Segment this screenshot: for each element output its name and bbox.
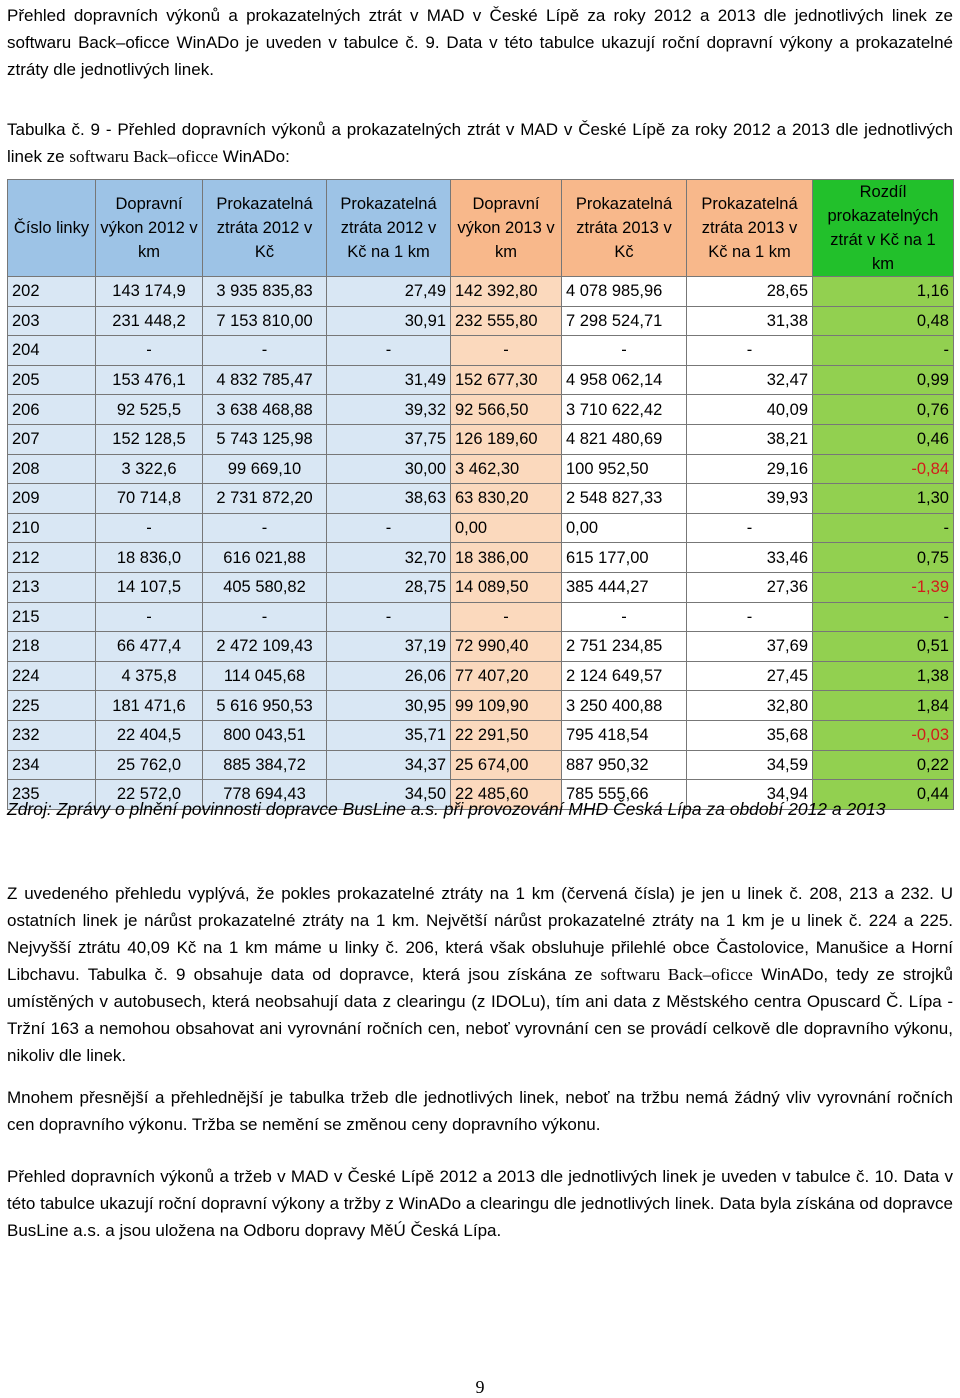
cell-km-2013: 0,00 <box>451 513 562 543</box>
cell-loss-per-km-2012: 26,06 <box>327 661 451 691</box>
cell-loss-per-km-2012: 30,00 <box>327 454 451 484</box>
cell-loss-per-km-2012: 30,91 <box>327 306 451 336</box>
cell-difference: - <box>813 513 954 543</box>
cell-difference: 1,38 <box>813 661 954 691</box>
cell-loss-per-km-2012: 27,49 <box>327 277 451 307</box>
table-row <box>8 484 954 514</box>
cell-km-2013: 92 566,50 <box>451 395 562 425</box>
cell-loss-per-km-2012: - <box>327 602 451 632</box>
table-row <box>8 543 954 573</box>
cell-km-2012: 152 128,5 <box>96 424 203 454</box>
cell-loss-2013: 100 952,50 <box>562 454 687 484</box>
cell-loss-2013: - <box>562 602 687 632</box>
cell-loss-2012: 3 638 468,88 <box>203 395 327 425</box>
cell-km-2013: 232 555,80 <box>451 306 562 336</box>
table-row <box>8 572 954 602</box>
cell-loss-2013: 3 710 622,42 <box>562 395 687 425</box>
cell-loss-per-km-2013: 37,69 <box>687 632 813 662</box>
cell-line: 234 <box>8 750 96 780</box>
cell-loss-2013: 385 444,27 <box>562 572 687 602</box>
cell-loss-2012: 616 021,88 <box>203 543 327 573</box>
cell-difference: - <box>813 336 954 366</box>
table-row <box>8 336 954 366</box>
cell-loss-per-km-2013: 38,21 <box>687 424 813 454</box>
cell-km-2012: 231 448,2 <box>96 306 203 336</box>
cell-km-2012: 3 322,6 <box>96 454 203 484</box>
cell-km-2013: 152 677,30 <box>451 365 562 395</box>
cell-loss-per-km-2012: 31,49 <box>327 365 451 395</box>
cell-loss-2013: - <box>562 336 687 366</box>
table-row <box>8 454 954 484</box>
cell-loss-per-km-2013: - <box>687 513 813 543</box>
cell-loss-2013: 2 548 827,33 <box>562 484 687 514</box>
cell-loss-per-km-2013: 27,45 <box>687 661 813 691</box>
cell-km-2012: 143 174,9 <box>96 277 203 307</box>
caption-text: Tabulka č. 9 - Přehled dopravních výkonů a prokazatelných ztrát v MAD v České Lípě za roky 2012 a 2013 dle jednotlivých linek ze <box>7 120 953 166</box>
table-caption <box>7 116 953 170</box>
cell-loss-per-km-2013: 32,47 <box>687 365 813 395</box>
cell-loss-2012: 99 669,10 <box>203 454 327 484</box>
cell-loss-per-km-2013: 29,16 <box>687 454 813 484</box>
cell-difference: -1,39 <box>813 572 954 602</box>
cell-line: 215 <box>8 602 96 632</box>
cell-loss-per-km-2013: 34,94 <box>687 780 813 810</box>
cell-km-2013: 22 291,50 <box>451 720 562 750</box>
cell-difference: 0,51 <box>813 632 954 662</box>
cell-loss-per-km-2012: 37,75 <box>327 424 451 454</box>
cell-loss-per-km-2013: 40,09 <box>687 395 813 425</box>
cell-km-2013: 126 189,60 <box>451 424 562 454</box>
cell-km-2013: 14 089,50 <box>451 572 562 602</box>
cell-difference: 0,22 <box>813 750 954 780</box>
cell-loss-per-km-2013: 27,36 <box>687 572 813 602</box>
caption-software: softwaru Back–oficce <box>69 147 219 166</box>
cell-line: 204 <box>8 336 96 366</box>
cell-difference: 1,30 <box>813 484 954 514</box>
cell-line: 202 <box>8 277 96 307</box>
cell-km-2012: - <box>96 602 203 632</box>
table-row <box>8 602 954 632</box>
header-loss-per-km-2012: Prokazatelná ztráta 2012 v Kč na 1 km <box>327 180 451 277</box>
cell-difference: 0,99 <box>813 365 954 395</box>
cell-difference: 0,76 <box>813 395 954 425</box>
cell-km-2012: 18 836,0 <box>96 543 203 573</box>
table-header-row <box>8 180 954 277</box>
cell-loss-2013: 2 751 234,85 <box>562 632 687 662</box>
cell-km-2013: 72 990,40 <box>451 632 562 662</box>
table-row <box>8 306 954 336</box>
cell-loss-2012: 405 580,82 <box>203 572 327 602</box>
cell-loss-per-km-2012: 37,19 <box>327 632 451 662</box>
page-number: 9 <box>475 1377 485 1397</box>
cell-line: 218 <box>8 632 96 662</box>
cell-km-2013: 77 407,20 <box>451 661 562 691</box>
cell-loss-2013: 0,00 <box>562 513 687 543</box>
table-row <box>8 365 954 395</box>
cell-loss-2012: 800 043,51 <box>203 720 327 750</box>
cell-difference: 0,46 <box>813 424 954 454</box>
cell-loss-2012: - <box>203 336 327 366</box>
analysis-software: softwaru Back–oficce <box>600 965 753 984</box>
cell-loss-2013: 4 821 480,69 <box>562 424 687 454</box>
cell-km-2012: 66 477,4 <box>96 632 203 662</box>
cell-km-2012: 25 762,0 <box>96 750 203 780</box>
cell-loss-per-km-2013: - <box>687 336 813 366</box>
cell-km-2013: 63 830,20 <box>451 484 562 514</box>
table-body <box>8 277 954 810</box>
caption-text-end: WinADo: <box>218 147 290 166</box>
cell-line: 213 <box>8 572 96 602</box>
cell-line: 206 <box>8 395 96 425</box>
cell-km-2013: 142 392,80 <box>451 277 562 307</box>
analysis-text: Z uvedeného přehledu vyplývá, že pokles prokazatelné ztráty na 1 km (červená čísla) je jen u linek č. 208, 213 a 232. U ostatních linek je nárůst prokazatelné ztráty na 1 km. Největší nárůst prokazatelné ztráty na 1 km je u linek č. 224 a 225. Nejvyšší ztrátu 40,09 Kč na 1 km máme u linky č. 206, která však obsluhuje přilehlé obce Častolovice, Manušice a Horní Libchavu. Tabulka č. 9 obsahuje data od dopravce, která jsou získána ze <box>7 884 953 984</box>
cell-km-2012: 22 404,5 <box>96 720 203 750</box>
cell-loss-2013: 887 950,32 <box>562 750 687 780</box>
header-line-number: Číslo linky <box>8 180 96 277</box>
cell-loss-per-km-2013: 28,65 <box>687 277 813 307</box>
table-row <box>8 750 954 780</box>
cell-loss-per-km-2012: 28,75 <box>327 572 451 602</box>
cell-loss-2012: 885 384,72 <box>203 750 327 780</box>
cell-difference: 1,84 <box>813 691 954 721</box>
cell-loss-per-km-2012: - <box>327 336 451 366</box>
cell-line: 209 <box>8 484 96 514</box>
intro-paragraph: Přehled dopravních výkonů a prokazatelných ztrát v MAD v České Lípě za roky 2012 a 2013 dle jednotlivých linek ze softwaru Back–oficce WinADo je uveden v tabulce č. 9. Data v této tabulce ukazují roční dopravní výkony a prokazatelné ztráty dle jednotlivých linek. <box>7 6 953 79</box>
cell-loss-per-km-2013: 35,68 <box>687 720 813 750</box>
cell-loss-per-km-2012: 30,95 <box>327 691 451 721</box>
cell-km-2012: - <box>96 336 203 366</box>
cell-line: 235 <box>8 780 96 810</box>
table-row <box>8 277 954 307</box>
cell-loss-2013: 2 124 649,57 <box>562 661 687 691</box>
header-km-2013: Dopravní výkon 2013 v km <box>451 180 562 277</box>
cell-km-2013: 22 485,60 <box>451 780 562 810</box>
cell-loss-2012: 2 472 109,43 <box>203 632 327 662</box>
cell-line: 210 <box>8 513 96 543</box>
cell-loss-per-km-2012: 35,71 <box>327 720 451 750</box>
cell-km-2012: 70 714,8 <box>96 484 203 514</box>
table-row <box>8 720 954 750</box>
table-row <box>8 661 954 691</box>
header-loss-per-km-2013: Prokazatelná ztráta 2013 v Kč na 1 km <box>687 180 813 277</box>
table10-intro-paragraph: Přehled dopravních výkonů a tržeb v MAD v České Lípě 2012 a 2013 dle jednotlivých linek je uveden v tabulce č. 10. Data v této tabulce ukazují roční dopravní výkony a tržby z WinADo a clearingu dle jednotlivých linek. Data byla získána od dopravce BusLine a.s. a jsou uložena na Odboru dopravy MěÚ Česká Lípa. <box>7 1167 953 1240</box>
cell-loss-per-km-2013: 39,93 <box>687 484 813 514</box>
cell-loss-2012: 5 616 950,53 <box>203 691 327 721</box>
cell-km-2013: - <box>451 336 562 366</box>
cell-loss-2012: 5 743 125,98 <box>203 424 327 454</box>
header-difference: Rozdíl prokazatelných ztrát v Kč na 1 km <box>813 180 954 277</box>
cell-loss-2012: - <box>203 602 327 632</box>
cell-line: 203 <box>8 306 96 336</box>
cell-loss-2013: 3 250 400,88 <box>562 691 687 721</box>
cell-loss-2013: 7 298 524,71 <box>562 306 687 336</box>
cell-difference: - <box>813 602 954 632</box>
cell-difference: -0,84 <box>813 454 954 484</box>
table-row <box>8 513 954 543</box>
cell-difference: 1,16 <box>813 277 954 307</box>
loss-table <box>7 179 954 810</box>
cell-loss-2012: - <box>203 513 327 543</box>
cell-loss-2012: 3 935 835,83 <box>203 277 327 307</box>
header-loss-2012: Prokazatelná ztráta 2012 v Kč <box>203 180 327 277</box>
cell-loss-per-km-2012: 32,70 <box>327 543 451 573</box>
table-row <box>8 395 954 425</box>
cell-line: 224 <box>8 661 96 691</box>
cell-loss-per-km-2012: - <box>327 513 451 543</box>
cell-loss-2012: 4 832 785,47 <box>203 365 327 395</box>
cell-line: 212 <box>8 543 96 573</box>
cell-loss-per-km-2012: 38,63 <box>327 484 451 514</box>
cell-loss-per-km-2013: 31,38 <box>687 306 813 336</box>
cell-difference: -0,03 <box>813 720 954 750</box>
cell-loss-per-km-2012: 34,50 <box>327 780 451 810</box>
table-row <box>8 424 954 454</box>
cell-km-2012: 14 107,5 <box>96 572 203 602</box>
cell-km-2012: 153 476,1 <box>96 365 203 395</box>
header-loss-2013: Prokazatelná ztráta 2013 v Kč <box>562 180 687 277</box>
revenue-paragraph: Mnohem přesnější a přehlednější je tabulka tržeb dle jednotlivých linek, neboť na tržbu nemá žádný vliv vyrovnání ročních cen dopravního výkonu. Tržba se nemění se změnou ceny dopravního výkonu. <box>7 1088 953 1134</box>
cell-line: 205 <box>8 365 96 395</box>
cell-difference: 0,44 <box>813 780 954 810</box>
cell-loss-2013: 615 177,00 <box>562 543 687 573</box>
cell-km-2013: 18 386,00 <box>451 543 562 573</box>
cell-loss-2013: 4 958 062,14 <box>562 365 687 395</box>
cell-km-2012: 181 471,6 <box>96 691 203 721</box>
cell-loss-2013: 795 418,54 <box>562 720 687 750</box>
cell-km-2012: - <box>96 513 203 543</box>
cell-km-2013: 3 462,30 <box>451 454 562 484</box>
cell-loss-2012: 7 153 810,00 <box>203 306 327 336</box>
cell-km-2013: 25 674,00 <box>451 750 562 780</box>
cell-loss-per-km-2012: 34,37 <box>327 750 451 780</box>
cell-line: 207 <box>8 424 96 454</box>
cell-loss-2012: 114 045,68 <box>203 661 327 691</box>
cell-km-2012: 4 375,8 <box>96 661 203 691</box>
cell-difference: 0,75 <box>813 543 954 573</box>
table-row <box>8 632 954 662</box>
cell-loss-per-km-2013: 34,59 <box>687 750 813 780</box>
cell-loss-per-km-2013: - <box>687 602 813 632</box>
table-row <box>8 691 954 721</box>
cell-km-2013: 99 109,90 <box>451 691 562 721</box>
cell-line: 208 <box>8 454 96 484</box>
source-note: Zdroj: Zprávy o plnění povinnosti dopravce BusLine a.s. při provozování MHD Česká Lípa za období 2012 a 2013 <box>7 799 886 819</box>
cell-loss-per-km-2013: 32,80 <box>687 691 813 721</box>
header-km-2012: Dopravní výkon 2012 v km <box>96 180 203 277</box>
cell-km-2013: - <box>451 602 562 632</box>
cell-difference: 0,48 <box>813 306 954 336</box>
cell-km-2012: 92 525,5 <box>96 395 203 425</box>
cell-km-2012: 22 572,0 <box>96 780 203 810</box>
cell-loss-2013: 785 555,66 <box>562 780 687 810</box>
analysis-text-end: WinADo, tedy ze strojků umístěných v autobusech, která neobsahují data z clearingu (z IDOLu), tím ani data z Městského centra Opuscard Č. Lípa - Tržní 163 a nemohou obsahovat ani vyrovnání ročních cen, neboť vyrovnání cen se provádí celkově dle dopravního výkonu, nikoliv dle linek. <box>7 965 953 1065</box>
cell-loss-2012: 2 731 872,20 <box>203 484 327 514</box>
cell-loss-2012: 778 694,43 <box>203 780 327 810</box>
cell-loss-per-km-2013: 33,46 <box>687 543 813 573</box>
cell-loss-2013: 4 078 985,96 <box>562 277 687 307</box>
cell-line: 232 <box>8 720 96 750</box>
cell-line: 225 <box>8 691 96 721</box>
cell-loss-per-km-2012: 39,32 <box>327 395 451 425</box>
analysis-paragraph <box>7 880 953 1069</box>
